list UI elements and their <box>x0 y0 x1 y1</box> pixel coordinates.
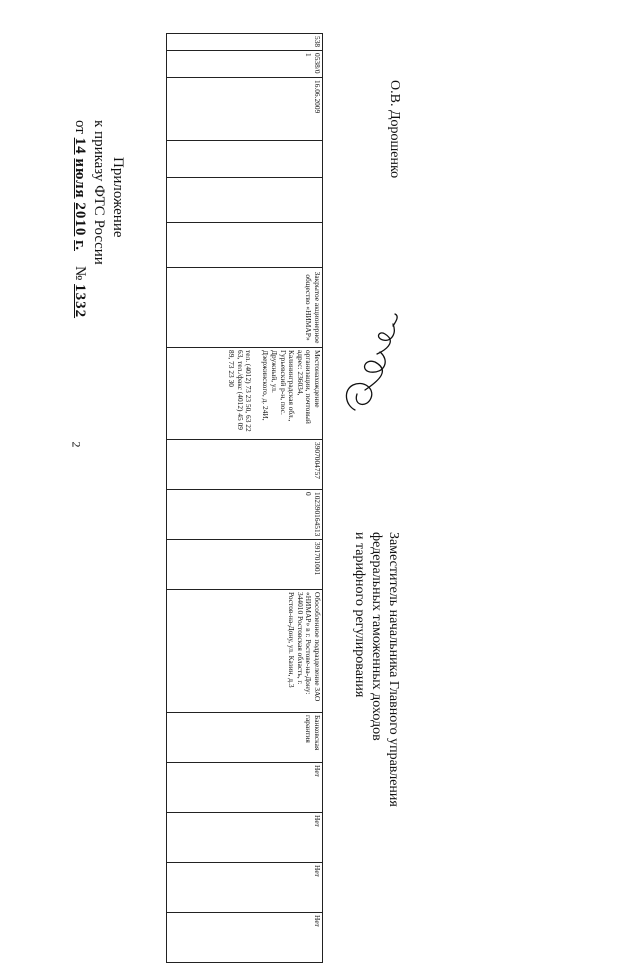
cell-ogrn: 1023901645130 <box>167 490 323 540</box>
appendix-title: Приложение <box>110 157 126 238</box>
position-line-2: федеральных таможенных доходов <box>369 532 384 741</box>
cell-empty-1 <box>167 141 323 178</box>
registry-table <box>166 33 323 963</box>
order-reference: к приказу ФТС России <box>91 120 107 265</box>
cell-number: 538 <box>167 34 323 51</box>
cell-date: 16.06.2009 <box>167 78 323 141</box>
signature-image <box>335 310 405 420</box>
date-prefix: от <box>72 120 88 134</box>
cell-organization-name: Закрытое акционерное общество «НИМАР» <box>167 268 323 348</box>
position-line-3: и тарифного регулирования <box>352 532 367 698</box>
date-year: 2010 <box>72 202 88 237</box>
cell-empty-3 <box>167 223 323 268</box>
page-number: 2 <box>69 441 84 448</box>
address-text: Местонахождение организации, почтовый адрес: 236034, Калининградская обл., Гурьевский р-н, пос. Дружный, ул. Дзержинского, д. 24И, <box>261 350 322 424</box>
cell-kpp: 391701001 <box>167 540 323 590</box>
cell-no-1: Нет <box>167 763 323 813</box>
cell-inn: 3907004757 <box>167 440 323 490</box>
cell-empty-2 <box>167 178 323 223</box>
order-number: 1332 <box>72 284 88 319</box>
date-suffix: г. <box>72 240 88 251</box>
appendix-header <box>70 62 127 318</box>
cell-guarantee: Банковская гарантия <box>167 713 323 763</box>
cell-code: 0538/01 <box>167 51 323 78</box>
cell-storage-location: Обособленное подразделение ЗАО «НИМАР» в г. Ростове-на-Дону: 344010 Ростовская область, г. Ростов-на-Дону, ул. Казин, д.3 <box>167 590 323 713</box>
table-row <box>167 34 323 963</box>
cell-no-4: Нет <box>167 913 323 963</box>
date-month: июля <box>72 158 88 199</box>
order-date-number <box>70 62 89 318</box>
signer-name: О.В. Дорошенко <box>387 80 402 179</box>
signer-position <box>351 532 402 807</box>
position-line-1: Заместитель начальника Главного управления <box>386 532 401 807</box>
date-day: 14 <box>72 137 88 155</box>
cell-no-3: Нет <box>167 863 323 913</box>
number-sign: № <box>72 266 88 281</box>
cell-no-2: Нет <box>167 813 323 863</box>
cell-address <box>167 348 323 440</box>
phone-text: тел. (4012) 73 23 50, 63 22 63, тел./факс (4012) 45 09 89, 73 23 30 <box>227 350 254 432</box>
